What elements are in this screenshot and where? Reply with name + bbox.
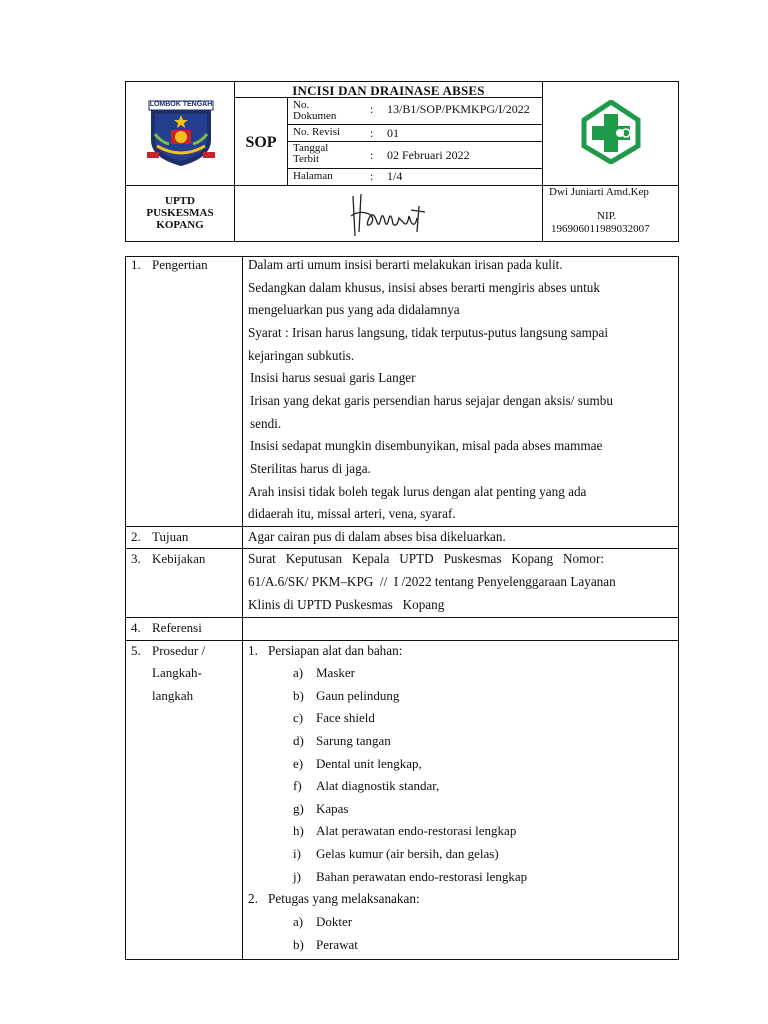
list-item-letter: h): [293, 823, 304, 838]
colon: :: [370, 126, 374, 140]
text-line: mengeluarkan pus yang ada didalamnya: [248, 302, 460, 317]
section-number: 3.: [131, 551, 141, 566]
colon: :: [370, 102, 374, 116]
no-dokumen-label: No. Dokumen: [293, 99, 337, 122]
lombok-tengah-logo: [147, 100, 215, 168]
list-item-letter: e): [293, 756, 304, 771]
list-item: Kapas: [316, 801, 349, 816]
list-item-letter: f): [293, 778, 302, 793]
colon: :: [370, 148, 374, 162]
text-line: sendi.: [250, 416, 282, 431]
list-item: Gaun pelindung: [316, 688, 400, 703]
section-title: Pengertian: [152, 257, 208, 272]
unit-name: [126, 195, 234, 231]
text-line: Arah insisi tidak boleh tegak lurus dengan alat penting yang ada: [248, 484, 587, 499]
section-number: 4.: [131, 620, 141, 635]
text-line: Dalam arti umum insisi berarti melakukan irisan pada kulit.: [248, 257, 563, 272]
list-item-letter: g): [293, 801, 304, 816]
list-item: Sarung tangan: [316, 733, 391, 748]
list-item: Gelas kumur (air bersih, dan gelas): [316, 846, 499, 861]
no-revisi-label: No. Revisi: [293, 126, 341, 138]
list-item-letter: b): [293, 937, 304, 952]
tanggal-label: Tanggal Terbit: [293, 142, 329, 165]
list-item: Perawat: [316, 937, 358, 952]
signature: [345, 188, 430, 240]
signer-name: Dwi Juniarti Amd.Kep: [549, 186, 649, 198]
halaman-label: Halaman: [293, 170, 333, 182]
divider: [125, 640, 679, 641]
section-title: Tujuan: [152, 529, 189, 544]
divider: [125, 526, 679, 527]
divider: [234, 81, 235, 242]
text-line: Irisan yang dekat garis persendian harus sejajar dengan aksis/ sumbu: [250, 393, 613, 408]
list-item-letter: d): [293, 733, 304, 748]
list-item-letter: i): [293, 846, 301, 861]
list-item-letter: a): [293, 914, 304, 929]
list-item-letter: j): [293, 869, 301, 884]
text-line: Agar cairan pus di dalam abses bisa dikeluarkan.: [248, 529, 506, 544]
section-title: Langkah-: [152, 665, 202, 680]
list-item: Bahan perawatan endo-restorasi lengkap: [316, 869, 528, 884]
section-title: Kebijakan: [152, 551, 206, 566]
list-item: Dokter: [316, 914, 353, 929]
list-item-letter: c): [293, 710, 304, 725]
list-item: Masker: [316, 665, 355, 680]
list-item: Dental unit lengkap,: [316, 756, 422, 771]
text-line: Syarat : Irisan harus langsung, tidak terputus-putus langsung sampai: [248, 325, 609, 340]
no-dokumen-value: 13/B1/SOP/PKMKPG/I/2022: [387, 102, 530, 116]
no-revisi-value: 01: [387, 126, 399, 140]
page-title: INCISI DAN DRAINASE ABSES: [292, 83, 485, 98]
colon: :: [370, 169, 374, 183]
unit-line: PUSKESMAS: [146, 207, 214, 219]
divider: [542, 81, 543, 242]
step-number: 2.: [248, 891, 258, 906]
step-title: Persiapan alat dan bahan:: [268, 643, 403, 658]
nip-label: NIP.: [597, 210, 617, 222]
list-item-letter: a): [293, 665, 304, 680]
section-number: 2.: [131, 529, 141, 544]
logo-caption: LOMBOK TENGAH: [149, 101, 213, 108]
puskesmas-logo: [580, 100, 642, 164]
divider: [242, 256, 243, 960]
divider: [125, 617, 679, 618]
tanggal-value: 02 Februari 2022: [387, 148, 470, 162]
section-number: 5.: [131, 643, 141, 658]
divider: [125, 548, 679, 549]
unit-line: UPTD: [165, 195, 195, 207]
text-line: Surat Keputusan Kepala UPTD Puskesmas Kopang Nomor:: [248, 551, 605, 566]
list-item: Alat diagnostik standar,: [316, 778, 440, 793]
section-title: Referensi: [152, 620, 202, 635]
text-line: Sterilitas harus di jaga.: [250, 461, 371, 476]
halaman-value: 1/4: [387, 169, 403, 183]
section-title: Prosedur /: [152, 643, 206, 658]
text-line: didaerah itu, missal arteri, vena, syaraf.: [248, 506, 456, 521]
divider: [287, 168, 542, 169]
section-number: 1.: [131, 257, 141, 272]
step-number: 1.: [248, 643, 258, 658]
text-line: kejaringan subkutis.: [248, 348, 355, 363]
unit-line: KOPANG: [156, 219, 204, 231]
text-line: Klinis di UPTD Puskesmas Kopang: [248, 597, 445, 612]
list-item: Alat perawatan endo-restorasi lengkap: [316, 823, 517, 838]
text-line: Sedangkan dalam khusus, insisi abses berarti mengiris abses untuk: [248, 280, 600, 295]
sop-label: SOP: [245, 134, 277, 151]
section-title: langkah: [152, 688, 194, 703]
text-line: 61/A.6/SK/ PKM–KPG // I /2022 tentang Penyelenggaraan Layanan: [248, 574, 616, 589]
step-title: Petugas yang melaksanakan:: [268, 891, 420, 906]
list-item: Face shield: [316, 710, 375, 725]
text-line: Insisi harus sesuai garis Langer: [250, 370, 416, 385]
nip-value: 196906011989032007: [551, 223, 650, 235]
divider: [287, 124, 542, 125]
text-line: Insisi sedapat mungkin disembunyikan, misal pada abses mammae: [250, 438, 603, 453]
list-item-letter: b): [293, 688, 304, 703]
